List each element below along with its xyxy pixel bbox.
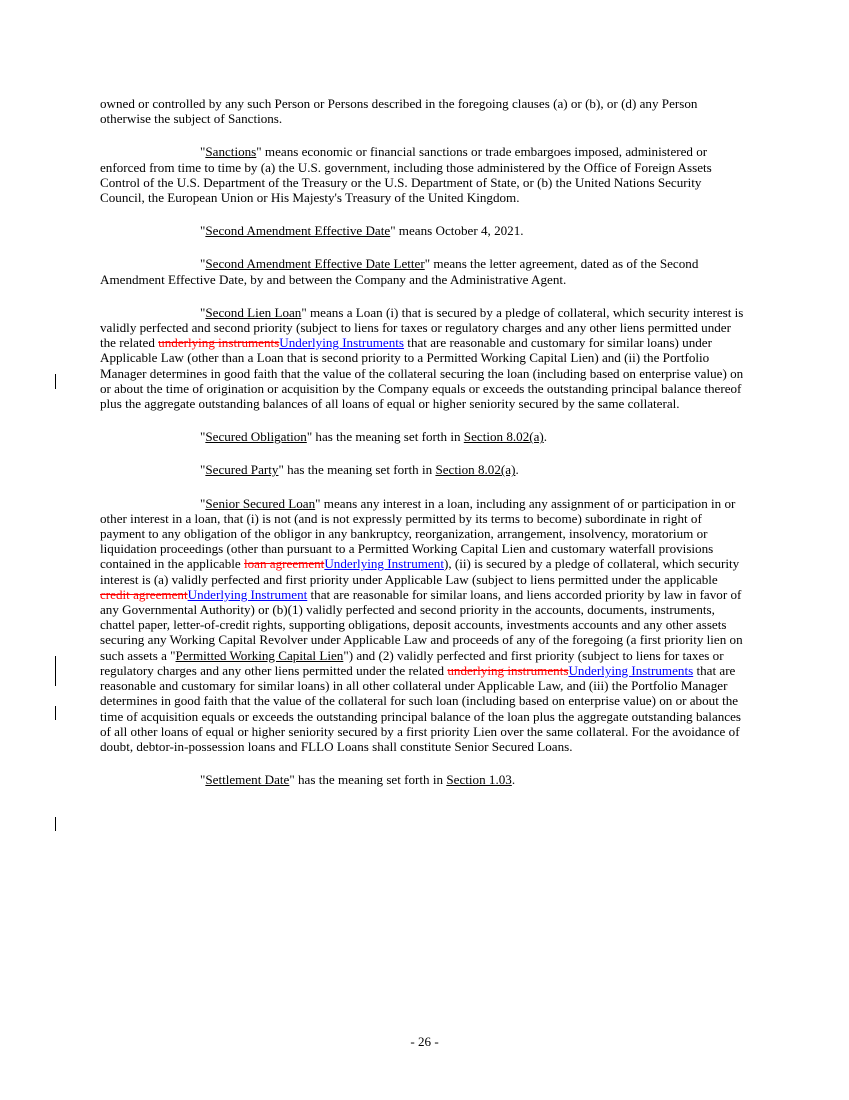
definition-senior-secured-loan: "Senior Secured Loan" means any interest in a loan, including any assignment of or participation in or other interest in a loan, that (i) is not (and is not expressly permitted by its terms to become) subordinate in right of payment to any obligation of the obligor in any bankruptcy, reorganization, arrangement, insolvency, moratorium or liquidation proceedings (other than pursuant to a Permitted Working Capital Lien and customary waterfall provisions contained in the applicable loan agreementUnderlying Instrument), (ii) is secured by a pledge of collateral, which security interest is (a) validly perfected and first priority under Applicable Law (subject to liens permitted under the applicable credit agreementUnderlying Instrument that are reasonable for similar loans, and liens accorded priority by law in favor of any Governmental Authority) or (b)(1) validly perfected and second priority in the accounts, documents, instruments, chattel paper, letter-of-credit rights, supporting obligations, deposit accounts, investments accounts and any other assets securing any Working Capital Revolver under Applicable Law and proceeds of any of the foregoing (a first priority lien on such assets a "Permitted Working Capital Lien") and (2) validly perfected and first priority (subject to liens for taxes or regulatory charges and any other liens permitted under the related underlying instrumentsUnderlying Instruments that are reasonable and customary for similar loans) in all other collateral under Applicable Law, and (iii) the Portfolio Manager determines in good faith that the value of the collateral for such loan (including based on enterprise value) on or about the time of acquisition equals or exceeds the outstanding principal balance of the loan plus the aggregate outstanding balances of all other loans of equal or higher seniority secured by a first priority Lien over the same collateral. For the avoidance of doubt, debtor-in-possession loans and FLLO Loans shall constitute Senior Secured Loans. <box>100 495 743 754</box>
definition-text: " means any interest in a loan, including any assignment of or participation in or other interest in a loan, that (i) is not (and is not expressly permitted by its terms to become) subordinate in right of payment to any obligation of the obligor in any bankruptcy, reorganization, arrangement, insolvency, moratorium or liquidation proceedings (other than pursuant to a Permitted Working Capital Lien and customary waterfall provisions contained in the applicable <box>100 495 736 572</box>
page-number: - 26 - <box>410 1034 439 1049</box>
section-reference: Section 8.02(a) <box>435 462 516 478</box>
deleted-text: credit agreement <box>100 586 188 602</box>
definition-text: " means economic or financial sanctions or trade embargoes imposed, administered or enforced from time to time by (a) the U.S. government, including those administered by the Office of Foreign Assets Control of the U.S. Department of the Treasury or the U.S. Department of State, or (b) the United Nations Security Council, the European Union or His Majesty's Treasury of the United Kingdom. <box>100 144 712 206</box>
definition-text: that are reasonable for similar loans, and liens accorded priority by law in favor of any Governmental Authority) or (b)(1) validly perfected and second priority in the accounts, documents, instruments, chattel paper, letter-of-credit rights, supporting obligations, deposit accounts, investments accounts and any other assets securing any Working Capital Revolver under Applicable Law and proceeds of any of the foregoing (a first priority lien on such assets a " <box>100 586 743 663</box>
defined-term: Secured Obligation <box>205 429 307 445</box>
inserted-text: Underlying Instrument <box>187 586 308 602</box>
definition-text: " has the meaning set forth in <box>278 462 436 478</box>
document-page <box>100 96 746 805</box>
definition-text: ), (ii) is secured by a pledge of collateral, which security interest is (a) validly perfected and first priority under Applicable Law (subject to liens permitted under the applicable <box>100 556 740 587</box>
definition-secured-party: "Secured Party" has the meaning set forth in Section 8.02(a). <box>200 462 519 478</box>
paragraph-text: owned or controlled by any such Person or Persons described in the foregoing clauses (a) or (b), or (d) any Person otherwise the subject of Sanctions. <box>100 96 698 127</box>
section-reference: Section 8.02(a) <box>463 429 544 445</box>
deleted-text: loan agreement <box>243 556 325 572</box>
definition-text: " means the letter agreement, dated as of the Second Amendment Effective Date, by and between the Company and the Administrative Agent. <box>100 256 699 287</box>
defined-term: Permitted Working Capital Lien <box>175 647 344 663</box>
change-bar <box>55 706 56 720</box>
section-reference: Section 1.03 <box>446 772 512 788</box>
paragraph-continuation <box>100 96 746 126</box>
change-bar <box>55 656 56 686</box>
definition-sanctions: "Sanctions" means economic or financial sanctions or trade embargoes imposed, administered or enforced from time to time by (a) the U.S. government, including those administered by the Office of Foreign Assets Control of the U.S. Department of the Treasury or the U.S. Department of State, or (b) the United Nations Security Council, the European Union or His Majesty's Treasury of the United Kingdom. <box>100 144 712 206</box>
change-bar <box>55 374 56 389</box>
definition-second-lien-loan: "Second Lien Loan" means a Loan (i) that is secured by a pledge of collateral, which security interest is validly perfected and second priority (subject to liens for taxes or regulatory charges and any other liens permitted under the related underlying instrumentsUnderlying Instruments that are reasonable and customary for similar loans) under Applicable Law (other than a Loan that is second priority to a Permitted Working Capital Lien) and (ii) the Portfolio Manager determines in good faith that the value of the collateral securing the loan (including based on enterprise value) on or about the time of origination or acquisition by the Company equals or exceeds the outstanding principal balance thereof plus the aggregate outstanding balances of all loans of equal or higher seniority secured by the same collateral. <box>100 304 744 412</box>
definition-second-amendment-effective-date-letter: "Second Amendment Effective Date Letter" means the letter agreement, dated as of the Second Amendment Effective Date, by and between the Company and the Administrative Agent. <box>100 256 699 287</box>
defined-term: Second Amendment Effective Date <box>205 223 391 239</box>
inserted-text: Underlying Instruments <box>568 662 694 678</box>
definition-text: " has the meaning set forth in <box>306 429 464 445</box>
defined-term: Secured Party <box>205 462 279 478</box>
definition-text: " has the meaning set forth in <box>289 772 447 788</box>
definition-secured-obligation: "Secured Obligation" has the meaning set forth in Section 8.02(a). <box>200 429 548 445</box>
inserted-text: Underlying Instruments <box>279 335 405 351</box>
definition-text: that are reasonable and customary for similar loans) under Applicable Law (other than a Loan that is second priority to a Permitted Working Capital Lien) and (ii) the Portfolio Manager determines in good faith that the value of the collateral securing the loan (including based on enterprise value) on or about the time of origination or acquisition by the Company equals or exceeds the outstanding principal balance thereof plus the aggregate outstanding balances of all loans of equal or higher seniority secured by the same collateral. <box>100 335 744 412</box>
definition-settlement-date: "Settlement Date" has the meaning set forth in Section 1.03. <box>200 772 516 788</box>
defined-term: Sanctions <box>205 144 257 160</box>
defined-term: Second Lien Loan <box>205 304 302 320</box>
defined-term: Senior Secured Loan <box>205 495 316 511</box>
definition-text: " means a Loan (i) that is secured by a pledge of collateral, which security interest is validly perfected and second priority (subject to liens for taxes or regulatory charges and any other liens permitted under the related <box>100 304 744 351</box>
definition-second-amendment-effective-date: "Second Amendment Effective Date" means October 4, 2021. <box>200 223 524 239</box>
inserted-text: Underlying Instrument <box>324 556 444 572</box>
definition-text: ") and (2) validly perfected and first priority (subject to liens for taxes or regulatory charges and any other liens permitted under the related <box>100 647 724 678</box>
change-bar <box>55 817 56 831</box>
definition-text: that are reasonable and customary for similar loans) in all other collateral under Applicable Law, and (iii) the Portfolio Manager determines in good faith that the value of the collateral for such loan (including based on enterprise value) on or about the time of acquisition equals or exceeds the outstanding principal balance of the loan plus the aggregate outstanding balances of all other loans of equal or higher seniority secured by a first priority Lien over the same collateral. For the avoidance of doubt, debtor-in-possession loans and FLLO Loans shall constitute Senior Secured Loans. <box>100 662 742 754</box>
defined-term: Second Amendment Effective Date Letter <box>205 256 425 272</box>
deleted-text: underlying instruments <box>447 662 569 678</box>
definition-text: " means October 4, 2021. <box>390 223 524 239</box>
deleted-text: underlying instruments <box>158 335 280 351</box>
defined-term: Settlement Date <box>205 772 290 788</box>
